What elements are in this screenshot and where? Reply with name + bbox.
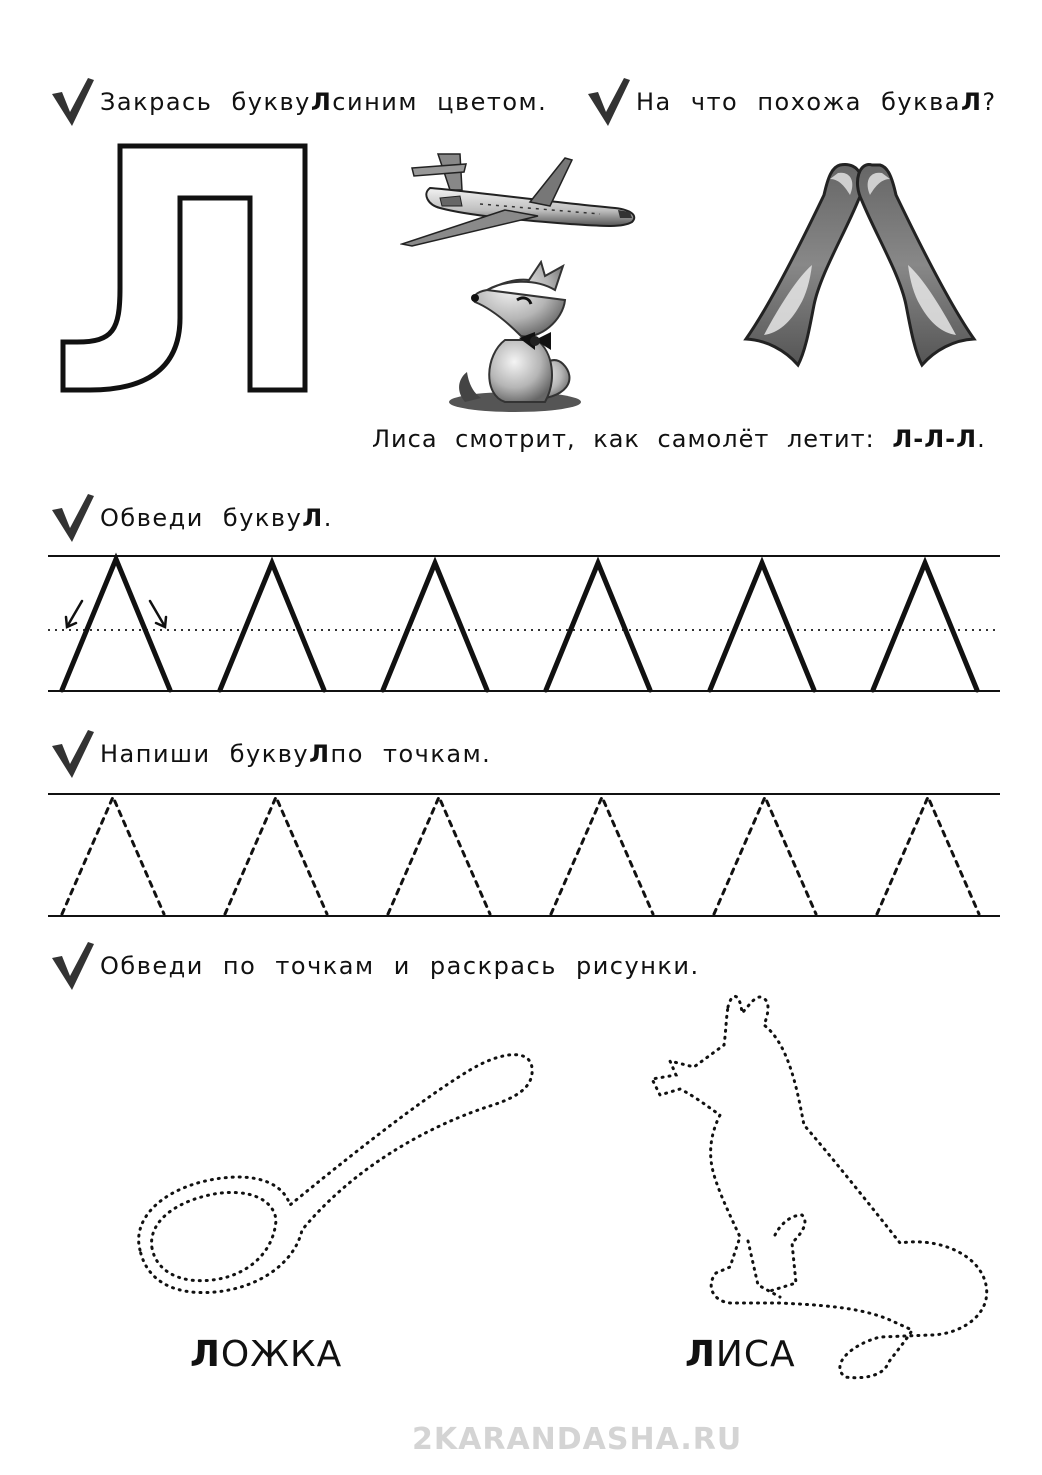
watermark: 2KARANDASHA.RU (412, 1422, 743, 1457)
dotted-letter-l (225, 797, 327, 914)
word-rest: ИСА (715, 1334, 796, 1375)
letter-l-stroke (220, 563, 324, 690)
dotted-letter-l (62, 797, 164, 914)
airplane-icon (400, 150, 640, 250)
letter-l-stroke (383, 563, 487, 690)
letter-l-stroke (873, 563, 977, 690)
task-text: Обведи по точкам и раскрась рисунки. (100, 952, 700, 980)
task-suffix: по точкам. (330, 740, 492, 768)
task-color-letter (52, 78, 547, 126)
task-suffix: . (323, 504, 333, 532)
word-first-letter: Л (685, 1334, 716, 1375)
letter-l-stroke (62, 559, 170, 690)
task-text: Закрась букву (100, 88, 311, 116)
arrow-icon (66, 601, 166, 627)
task-trace-pictures (52, 942, 700, 990)
trace-row-solid[interactable] (0, 545, 1042, 705)
task-letter: Л (960, 88, 983, 116)
task-letter: Л (302, 504, 324, 532)
dotted-letter-l (551, 797, 653, 914)
task-text: Обведи букву (100, 504, 303, 532)
caption-end: . (977, 425, 986, 453)
word-fox (685, 1334, 796, 1375)
letter-l-stroke (546, 563, 650, 690)
task-letter: Л (309, 740, 331, 768)
trace-row-dotted[interactable] (0, 785, 1042, 925)
spoon-outline-icon[interactable] (120, 1040, 550, 1310)
word-spoon (190, 1334, 342, 1375)
checkmark-icon (52, 730, 94, 778)
task-suffix: ? (982, 88, 997, 116)
checkmark-icon (52, 942, 94, 990)
word-rest: ОЖКА (220, 1334, 343, 1375)
dotted-letter-l (714, 797, 816, 914)
task-text: На что похожа буква (636, 88, 961, 116)
caption-sound: Л-Л-Л (892, 425, 978, 453)
word-first-letter: Л (190, 1334, 221, 1375)
task-write-dots (52, 730, 491, 778)
task-suffix: синим цветом. (332, 88, 548, 116)
fox-icon (445, 260, 585, 415)
letter-l-stroke (710, 563, 814, 690)
checkmark-icon (52, 78, 94, 126)
outline-letter-l[interactable] (55, 138, 315, 400)
task-letter: Л (310, 88, 333, 116)
picture-caption (372, 425, 986, 453)
flippers-icon (740, 155, 980, 375)
task-looks-like (588, 78, 997, 126)
checkmark-icon (588, 78, 630, 126)
caption-text: Лиса смотрит, как самолёт летит: (372, 425, 893, 453)
task-trace-letter (52, 494, 333, 542)
fox-outline-icon[interactable] (640, 985, 1000, 1385)
dotted-letter-l (877, 797, 979, 914)
dotted-letter-l (388, 797, 490, 914)
checkmark-icon (52, 494, 94, 542)
task-text: Напиши букву (100, 740, 310, 768)
